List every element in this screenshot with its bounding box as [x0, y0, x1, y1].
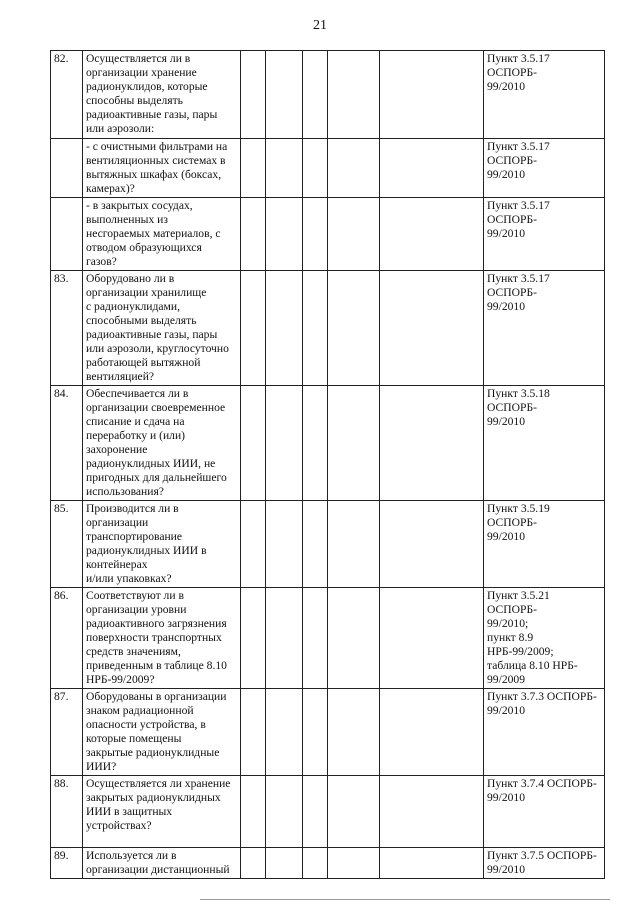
- answer-cell: [266, 198, 303, 271]
- scan-edge-line: [200, 899, 610, 900]
- answer-cell: [266, 271, 303, 386]
- item-number: 86.: [51, 588, 83, 689]
- note-cell: [380, 139, 484, 198]
- answer-cell: [241, 776, 266, 848]
- note-cell: [380, 848, 484, 879]
- answer-cell: [266, 386, 303, 501]
- requirement-reference: Пункт 3.7.5 ОСПОРБ- 99/2010: [484, 848, 605, 879]
- requirement-reference: Пункт 3.5.17 ОСПОРБ- 99/2010: [484, 271, 605, 386]
- note-cell: [380, 689, 484, 776]
- answer-cell: [303, 51, 328, 139]
- question-text: Используется ли в организации дистанционный: [83, 848, 241, 879]
- requirement-reference: Пункт 3.5.18 ОСПОРБ- 99/2010: [484, 386, 605, 501]
- answer-cell: [303, 386, 328, 501]
- table-row: [51, 689, 605, 776]
- answer-cell: [303, 198, 328, 271]
- question-text: - в закрытых сосудах, выполненных из несгораемых материалов, с отводом образующихся газов?: [83, 198, 241, 271]
- answer-cell: [328, 848, 380, 879]
- answer-cell: [241, 271, 266, 386]
- answer-cell: [303, 139, 328, 198]
- note-cell: [380, 588, 484, 689]
- table-row: [51, 271, 605, 386]
- answer-cell: [241, 848, 266, 879]
- answer-cell: [241, 501, 266, 588]
- answer-cell: [241, 386, 266, 501]
- answer-cell: [266, 776, 303, 848]
- requirement-reference: Пункт 3.5.17 ОСПОРБ- 99/2010: [484, 198, 605, 271]
- table-row: [51, 139, 605, 198]
- table-row: [51, 198, 605, 271]
- answer-cell: [241, 51, 266, 139]
- answer-cell: [266, 848, 303, 879]
- answer-cell: [328, 588, 380, 689]
- table-row: [51, 386, 605, 501]
- question-text: Обеспечивается ли в организации своевременное списание и сдача на переработку и (или) захоронение радионуклидных ИИИ, не пригодных для дальнейшего использования?: [83, 386, 241, 501]
- note-cell: [380, 386, 484, 501]
- question-text: - с очистными фильтрами на вентиляционных системах в вытяжных шкафах (боксах, камерах)?: [83, 139, 241, 198]
- item-number: 84.: [51, 386, 83, 501]
- answer-cell: [328, 271, 380, 386]
- requirement-reference: Пункт 3.5.21 ОСПОРБ- 99/2010; пункт 8.9 НРБ-99/2009; таблица 8.10 НРБ- 99/2009: [484, 588, 605, 689]
- item-number: 89.: [51, 848, 83, 879]
- answer-cell: [241, 139, 266, 198]
- requirement-reference: Пункт 3.7.3 ОСПОРБ- 99/2010: [484, 689, 605, 776]
- answer-cell: [303, 271, 328, 386]
- table-row: [51, 776, 605, 848]
- note-cell: [380, 776, 484, 848]
- answer-cell: [241, 689, 266, 776]
- answer-cell: [328, 689, 380, 776]
- note-cell: [380, 501, 484, 588]
- item-number: 88.: [51, 776, 83, 848]
- answer-cell: [303, 501, 328, 588]
- answer-cell: [303, 689, 328, 776]
- requirement-reference: Пункт 3.5.17 ОСПОРБ- 99/2010: [484, 139, 605, 198]
- answer-cell: [328, 501, 380, 588]
- requirement-reference: Пункт 3.5.17 ОСПОРБ- 99/2010: [484, 51, 605, 139]
- question-text: Соответствуют ли в организации уровни радиоактивного загрязнения поверхности транспортных средств значениям, приведенным в таблице 8.10 НРБ-99/2009?: [83, 588, 241, 689]
- answer-cell: [328, 198, 380, 271]
- table-row: [51, 848, 605, 879]
- table-row: [51, 501, 605, 588]
- answer-cell: [266, 51, 303, 139]
- note-cell: [380, 198, 484, 271]
- answer-cell: [266, 139, 303, 198]
- page-number: 21: [313, 18, 327, 33]
- item-number: 82.: [51, 51, 83, 139]
- question-text: Осуществляется ли хранение закрытых радионуклидных ИИИ в защитных устройствах?: [83, 776, 241, 848]
- answer-cell: [328, 139, 380, 198]
- item-number: [51, 139, 83, 198]
- requirement-reference: Пункт 3.7.4 ОСПОРБ- 99/2010: [484, 776, 605, 848]
- question-text: Оборудованы в организации знаком радиационной опасности устройства, в которые помещены закрытые радионуклидные ИИИ?: [83, 689, 241, 776]
- answer-cell: [266, 689, 303, 776]
- answer-cell: [241, 198, 266, 271]
- answer-cell: [328, 51, 380, 139]
- answer-cell: [241, 588, 266, 689]
- answer-cell: [303, 776, 328, 848]
- note-cell: [380, 271, 484, 386]
- item-number: 83.: [51, 271, 83, 386]
- answer-cell: [303, 848, 328, 879]
- answer-cell: [328, 386, 380, 501]
- question-text: Оборудовано ли в организации хранилище с радионуклидами, способными выделять радиоактивные газы, пары или аэрозоли, круглосуточно работающей вытяжной вентиляцией?: [83, 271, 241, 386]
- table-row: [51, 51, 605, 139]
- requirement-reference: Пункт 3.5.19 ОСПОРБ- 99/2010: [484, 501, 605, 588]
- table-row: [51, 588, 605, 689]
- item-number: [51, 198, 83, 271]
- answer-cell: [266, 588, 303, 689]
- question-text: Производится ли в организации транспортирование радионуклидных ИИИ в контейнерах и/или упаковках?: [83, 501, 241, 588]
- question-text: Осуществляется ли в организации хранение радионуклидов, которые способны выделять радиоактивные газы, пары или аэрозоли:: [83, 51, 241, 139]
- item-number: 85.: [51, 501, 83, 588]
- note-cell: [380, 51, 484, 139]
- item-number: 87.: [51, 689, 83, 776]
- checklist-table: [50, 50, 605, 879]
- answer-cell: [328, 776, 380, 848]
- answer-cell: [266, 501, 303, 588]
- answer-cell: [303, 588, 328, 689]
